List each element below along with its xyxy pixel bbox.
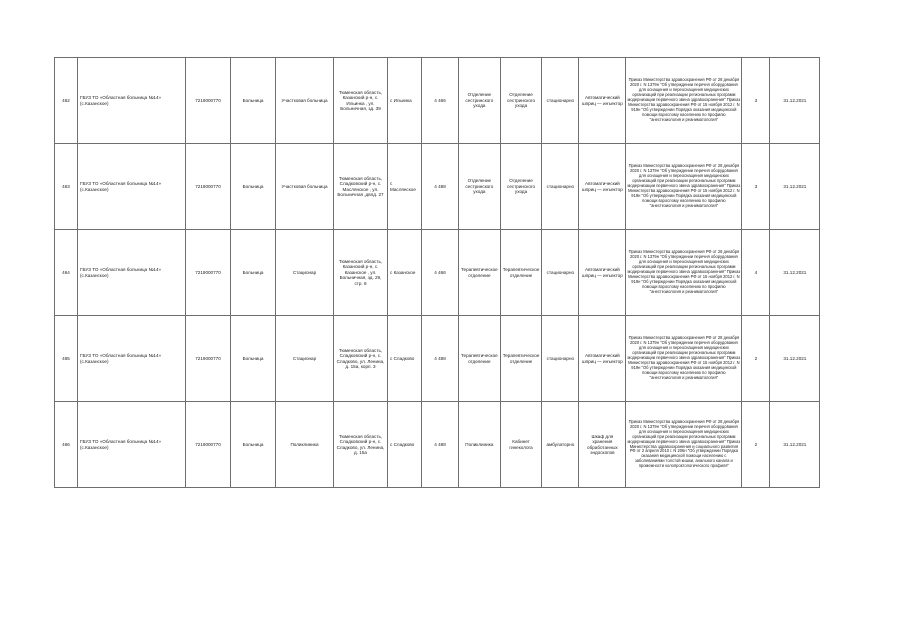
quantity-cell: 2 xyxy=(742,316,770,402)
equipment-cell: Шкаф для хранения обработанных эндоскопов xyxy=(579,402,626,488)
room-cell: Терапевтическое отделение xyxy=(500,230,542,316)
quantity-cell: 2 xyxy=(742,402,770,488)
equipment-cell: Автоматический шприц — инъектор xyxy=(579,316,626,402)
inn-cell: 7219000770 xyxy=(186,402,231,488)
organization-cell: ГБУЗ ТО «Областная больница №14» (с.Казанское) xyxy=(78,58,186,144)
row-number-cell: 463 xyxy=(55,144,78,230)
organization-cell: ГБУЗ ТО «Областная больница №14» (с.Казанское) xyxy=(78,402,186,488)
room-cell: Кабинет гинеколога xyxy=(500,402,542,488)
room-cell: Терапевтическое отделение xyxy=(500,316,542,402)
inn-cell: 7219000770 xyxy=(186,58,231,144)
quantity-cell: 4 xyxy=(742,230,770,316)
table-row xyxy=(55,230,820,316)
address-cell: Тюменская область, Сладковский р-н, с. Сладково, ул. Ленина, д. 15а xyxy=(334,402,388,488)
address-cell: Тюменская область, Сладковский р-н, с. Маслянское , ул. Больничная ,двлд. 27 xyxy=(334,144,388,230)
care-form-cell: стационарно xyxy=(542,230,579,316)
facility-type-cell: Больница xyxy=(231,144,276,230)
date-cell: 31.12.2021 xyxy=(770,58,820,144)
room-cell: Отделение сестринского ухода xyxy=(500,144,542,230)
oktmo-cell: 4 466 xyxy=(422,58,459,144)
row-number-cell: 462 xyxy=(55,58,78,144)
table-body xyxy=(55,58,820,488)
order-reference-cell: Приказ Министерства здравоохранения РФ от 28 декабря 2020 г. N 1379н "Об утверждении перечня оборудования для оснащения и переоснащения медицинских организаций при реализации региональных программ модернизации первичного звена здравоохранения" Приказ Министерства здравоохранения и социального развития РФ от 2 апреля 2010 г. N 206н "Об утверждении Порядка оказания медицинской помощи населению с заболеваниями толстой кишки, анального канала и промежности колопроктологического профиля" xyxy=(626,402,742,488)
date-cell: 31.12.2021 xyxy=(770,402,820,488)
department-cell: Терапевтическое отделение xyxy=(459,230,501,316)
order-reference-cell: Приказ Министерства здравоохранения РФ от 28 декабря 2020 г. N 1379н "Об утверждении перечня оборудования для оснащения и переоснащения медицинских организаций при реализации региональных программ модернизации первичного звена здравоохранения" Приказ Министерства здравоохранения РФ от 15 ноября 2012 г. N 919н "Об утверждении Порядка оказания медицинской помощи взрослому населению по профилю "анестезиология и реаниматология" xyxy=(626,316,742,402)
facility-type-cell: Больница xyxy=(231,402,276,488)
organization-cell: ГБУЗ ТО «Областная больница №14» (с.Казанское) xyxy=(78,316,186,402)
date-cell: 31.12.2021 xyxy=(770,230,820,316)
care-form-cell: стационарно xyxy=(542,144,579,230)
order-reference-cell: Приказ Министерства здравоохранения РФ от 28 декабря 2020 г. N 1379н "Об утверждении перечня оборудования для оснащения и переоснащения медицинских организаций при реализации региональных программ модернизации первичного звена здравоохранения" Приказ Министерства здравоохранения РФ от 15 ноября 2012 г. N 919н "Об утверждении Порядка оказания медицинской помощи взрослому населению по профилю "анестезиология и реаниматология" xyxy=(626,58,742,144)
unit-cell: Участковая больница xyxy=(276,58,334,144)
organization-cell: ГБУЗ ТО «Областная больница №14» (с.Казанское) xyxy=(78,144,186,230)
equipment-table xyxy=(54,57,820,488)
date-cell: 31.12.2021 xyxy=(770,144,820,230)
equipment-cell: Автоматический шприц — инъектор xyxy=(579,58,626,144)
oktmo-cell: 4 488 xyxy=(422,144,459,230)
department-cell: Отделение сестринского ухода xyxy=(459,144,501,230)
unit-cell: Стационар xyxy=(276,316,334,402)
quantity-cell: 3 xyxy=(742,58,770,144)
facility-type-cell: Больница xyxy=(231,316,276,402)
settlement-cell: с Казанское xyxy=(388,230,422,316)
department-cell: Поликлиника xyxy=(459,402,501,488)
date-cell: 31.12.2021 xyxy=(770,316,820,402)
order-reference-cell: Приказ Министерства здравоохранения РФ от 28 декабря 2020 г. N 1379н "Об утверждении перечня оборудования для оснащения и переоснащения медицинских организаций при реализации региональных программ модернизации первичного звена здравоохранения" Приказ Министерства здравоохранения РФ от 15 ноября 2012 г. N 919н "Об утверждении Порядка оказания медицинской помощи взрослому населению по профилю "анестезиология и реаниматология" xyxy=(626,230,742,316)
settlement-cell: с Маслянское xyxy=(388,144,422,230)
unit-cell: Поликлиника xyxy=(276,402,334,488)
table-row xyxy=(55,144,820,230)
care-form-cell: стационарно xyxy=(542,316,579,402)
unit-cell: Стационар xyxy=(276,230,334,316)
facility-type-cell: Больница xyxy=(231,58,276,144)
care-form-cell: стационарно xyxy=(542,58,579,144)
row-number-cell: 466 xyxy=(55,402,78,488)
inn-cell: 7219000770 xyxy=(186,144,231,230)
table-row xyxy=(55,316,820,402)
settlement-cell: с Сладково xyxy=(388,316,422,402)
organization-cell: ГБУЗ ТО «Областная больница №14» (с.Казанское) xyxy=(78,230,186,316)
care-form-cell: амбулаторно xyxy=(542,402,579,488)
room-cell: Отделение сестринского ухода xyxy=(500,58,542,144)
row-number-cell: 465 xyxy=(55,316,78,402)
oktmo-cell: 4 466 xyxy=(422,230,459,316)
table-row xyxy=(55,402,820,488)
settlement-cell: с Сладково xyxy=(388,402,422,488)
department-cell: Терапевтическое отделение xyxy=(459,316,501,402)
inn-cell: 7219000770 xyxy=(186,316,231,402)
department-cell: Отделение сестринского ухода xyxy=(459,58,501,144)
oktmo-cell: 4 488 xyxy=(422,402,459,488)
inn-cell: 7219000770 xyxy=(186,230,231,316)
row-number-cell: 464 xyxy=(55,230,78,316)
quantity-cell: 3 xyxy=(742,144,770,230)
equipment-cell: Автоматический шприц — инъектор xyxy=(579,144,626,230)
address-cell: Тюменская область, Казанский р-н, с. Казанское , ул. Больничная, зд. 29, стр. 8 xyxy=(334,230,388,316)
table-row xyxy=(55,58,820,144)
settlement-cell: с Ильинка xyxy=(388,58,422,144)
oktmo-cell: 4 488 xyxy=(422,316,459,402)
equipment-cell: Автоматический шприц — инъектор xyxy=(579,230,626,316)
address-cell: Тюменская область, Сладковский р-н, с. Сладково, ул. Ленина, д. 15а, корп. 3 xyxy=(334,316,388,402)
facility-type-cell: Больница xyxy=(231,230,276,316)
unit-cell: Участковая больница xyxy=(276,144,334,230)
address-cell: Тюменская область, Казанский р-н, с. Ильинка , ул. Больничная, зд. 39 xyxy=(334,58,388,144)
order-reference-cell: Приказ Министерства здравоохранения РФ от 28 декабря 2020 г. N 1379н "Об утверждении перечня оборудования для оснащения и переоснащения медицинских организаций при реализации региональных программ модернизации первичного звена здравоохранения" Приказ Министерства здравоохранения РФ от 15 ноября 2012 г. N 919н "Об утверждении Порядка оказания медицинской помощи взрослому населению по профилю "анестезиология и реаниматология" xyxy=(626,144,742,230)
